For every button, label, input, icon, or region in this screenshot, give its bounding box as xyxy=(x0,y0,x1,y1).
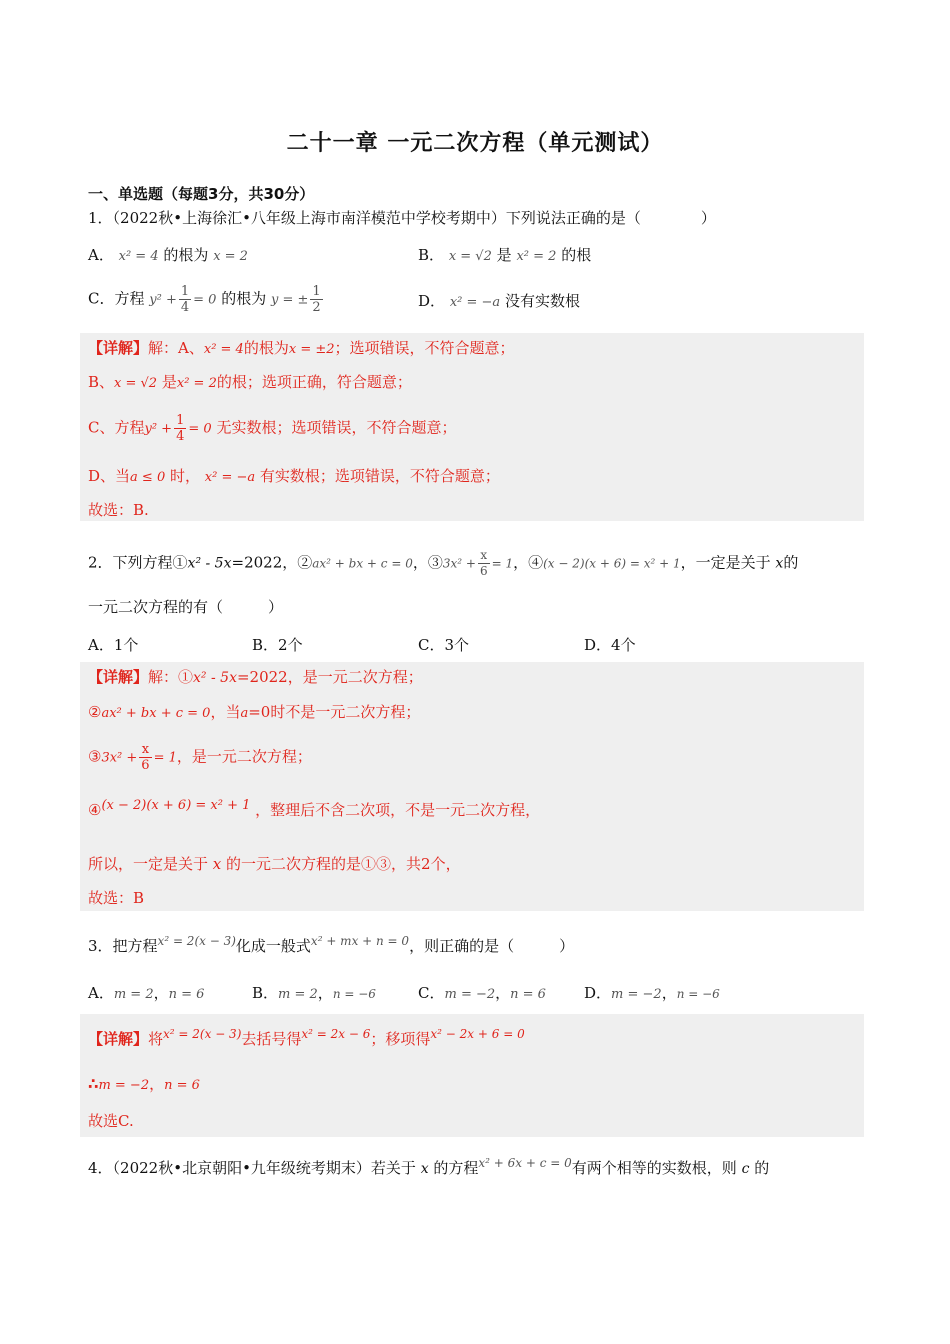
q3-option-b: B．m = 2，n = −6 xyxy=(252,984,376,1002)
q1-option-a: A． x² = 4 的根为 x = 2 xyxy=(88,246,248,264)
q3-solution-box xyxy=(80,1014,864,1137)
q3-stem: 3．把方程$^{x^2 = 2(x - 3)}$化成一般式$^{x^2 + mx + n = 0}$，则正确的是（ ） xyxy=(88,934,575,955)
q2-option-d: D．4个 xyxy=(584,636,636,654)
q1-solution-line3: C、方程y² + $\frac{1}{4}$ = 0 无实数根；选项错误，不符合题意； xyxy=(88,413,457,444)
q2-solution-answer: 故选：B xyxy=(88,889,145,907)
q4-stem: 4．（2022秋•北京朝阳•九年级统考期末）若关于 x 的方程$^{x^2 + 6x + c = 0}$有两个相等的实数根，则 c 的 xyxy=(88,1156,770,1177)
q3-option-c: C．m = −2，n = 6 xyxy=(418,984,546,1002)
q1-stem: 1．（2022秋•上海徐汇•八年级上海市南洋模范中学校考期中）下列说法正确的是（ ） xyxy=(88,209,716,227)
q2-solution-line4: ④(x − 2)(x + 6) = x² + 1 ，整理后不含二次项，不是一元二次方程， xyxy=(88,798,541,819)
q2-solution-line2: ②ax² + bx + c = 0，当a=0时不是一元二次方程； xyxy=(88,703,421,721)
q1-solution-box xyxy=(80,333,864,521)
q2-solution-line5: 所以，一定是关于 x 的一元二次方程的是①③，共2个， xyxy=(88,855,461,873)
q1-solution-line1: 【详解】解：A、x² = 4的根为x = ±2；选项错误，不符合题意； xyxy=(88,339,515,357)
q1-option-d: D． x² = −a 没有实数根 xyxy=(418,292,580,310)
page-title: 二十一章 一元二次方程（单元测试） xyxy=(286,131,664,156)
q1-option-b: B． x = √2 是 x² = 2 的根 xyxy=(418,246,592,264)
q3-solution-answer: 故选C. xyxy=(88,1112,134,1130)
q1-option-c: C．方程 y² + $\frac{1}{4}$ = 0 的根为 y = ± $\frac{1}{2}$ xyxy=(88,284,321,315)
q3-option-a: A．m = 2，n = 6 xyxy=(88,984,205,1002)
q1-solution-answer: 故选：B. xyxy=(88,501,149,519)
q2-solution-box xyxy=(80,662,864,911)
q2-option-c: C．3个 xyxy=(418,636,470,654)
q2-stem-line1: 2．下列方程①x² - 5x=2022，②ax² + bx + c = 0，③3x² + $\frac{x}{6}$ = 1，④(x − 2)(x + 6) = x² + 1，一定是关于 x的 xyxy=(88,548,799,578)
q3-option-d: D．m = −2，n = −6 xyxy=(584,984,720,1002)
q2-option-a: A．1个 xyxy=(88,636,139,654)
q3-solution-line2: ∴m = −2，n = 6 xyxy=(88,1075,200,1093)
section-heading: 一、单选题（每题3分，共30分） xyxy=(88,185,315,203)
q3-solution-line1: 【详解】将$^{x^2 = 2(x - 3)}$去括号得$^{x^2 = 2x - 6}$；移项得$^{x^2 - 2x + 6 = 0}$ xyxy=(88,1027,525,1048)
q2-solution-line1: 【详解】解：①x² - 5x=2022，是一元二次方程； xyxy=(88,668,423,686)
q1-solution-line2: B、x = √2 是x² = 2的根；选项正确，符合题意； xyxy=(88,373,412,391)
q2-option-b: B．2个 xyxy=(252,636,303,654)
q2-stem-line2: 一元二次方程的有（ ） xyxy=(88,598,284,616)
q1-solution-line4: D、当a ≤ 0 时， x² = −a 有实数根；选项错误，不符合题意； xyxy=(88,467,500,485)
q2-solution-line3: ③3x² + $\frac{x}{6}$ = 1，是一元二次方程； xyxy=(88,742,312,773)
